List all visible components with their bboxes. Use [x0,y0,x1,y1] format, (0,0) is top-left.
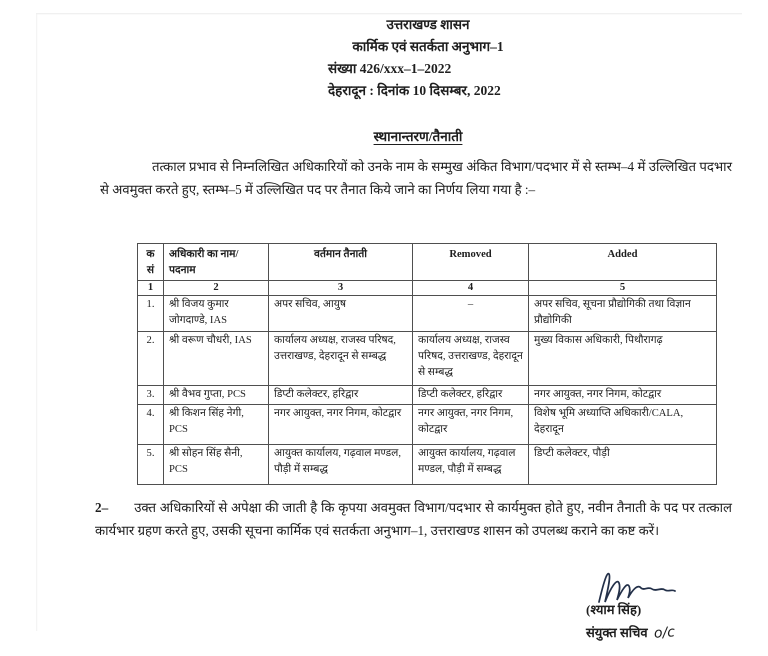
subject-line: स्थानान्तरण/तैनाती [373,129,463,144]
current-posting: आयुक्त कार्यालय, गढ़वाल मण्डल, पौड़ी में सम्बद्ध [269,444,413,484]
row-serial: 1. [138,295,164,331]
closing-text: उक्त अधिकारियों से अपेक्षा की जाती है कि कृपया अवमुक्त विभाग/पदभार से कार्यमुक्त होते हुए, नवीन तैनाती के पद पर तत्काल कार्यभार ग्रहण करते हुए, उसकी सूचना कार्मिक एवं सतर्कता अनुभाग–1, उत्तराखण्ड शासन को उपलब्ध कराने का कष्ट करें। [95,500,732,538]
row-serial: 4. [138,404,164,444]
removed-posting: कार्यालय अध्यक्ष, राजस्व परिषद, उत्तराखण्ड, देहरादून से सम्बद्ध [413,331,529,385]
officer-name: श्री सोहन सिंह सैनी, PCS [164,444,269,484]
signatory-designation: संयुक्त सचिव o/c [586,624,676,642]
added-posting: विशेष भूमि अध्याप्ति अधिकारी/CALA, देहरादून [529,404,717,444]
column-number: 3 [269,280,413,295]
officer-name: श्री किशन सिंह नेगी, PCS [164,404,269,444]
removed-posting: – [413,295,529,331]
column-number: 5 [529,280,717,295]
header-removed: Removed [413,244,529,281]
row-serial: 2. [138,331,164,385]
transfer-table [137,243,717,485]
current-posting: नगर आयुक्त, नगर निगम, कोटद्वार [269,404,413,444]
removed-posting: नगर आयुक्त, नगर निगम, कोटद्वार [413,404,529,444]
added-posting: मुख्य विकास अधिकारी, पिथौरागढ़ [529,331,717,385]
table-row [138,404,717,444]
added-posting: नगर आयुक्त, नगर निगम, कोटद्वार [529,385,717,404]
government-name: उत्तराखण्ड शासन [386,17,470,32]
removed-posting: डिप्टी कलेक्टर, हरिद्वार [413,385,529,404]
letterhead [328,14,528,102]
closing-paragraph [95,497,732,542]
table-header-row [138,244,717,281]
row-serial: 5. [138,444,164,484]
handwritten-signature [594,565,678,605]
page-edge-left [36,13,38,631]
officer-name: श्री वैभव गुप्ता, PCS [164,385,269,404]
current-posting: कार्यालय अध्यक्ष, राजस्व परिषद, उत्तराखण्ड, देहरादून से सम्बद्ध [269,331,413,385]
paragraph-number: 2– [95,500,109,515]
column-number: 4 [413,280,529,295]
header-added: Added [529,244,717,281]
removed-posting: आयुक्त कार्यालय, गढ़वाल मण्डल, पौड़ी में सम्बद्ध [413,444,529,484]
table-row [138,385,717,404]
added-posting: अपर सचिव, सूचना प्रौद्योगिकी तथा विज्ञान प्रौद्योगिकी [529,295,717,331]
column-number: 1 [138,280,164,295]
intro-paragraph: तत्काल प्रभाव से निम्नलिखित अधिकारियों को उनके नाम के सम्मुख अंकित विभाग/पदभार में से स्तम्भ–4 में उल्लिखित पदभार से अवमुक्त करते हुए, स्तम्भ–5 में उल्लिखित पद पर तैनात किये जाने का निर्णय लिया गया है :– [100,159,732,197]
table-row [138,295,717,331]
letter-number: संख्या 426/xxx–1–2022 [328,61,452,76]
place-and-date: देहरादून : दिनांक 10 दिसम्बर, 2022 [328,83,501,98]
signatory-name: (श्याम सिंह) [586,602,642,617]
added-posting: डिप्टी कलेक्टर, पौड़ी [529,444,717,484]
current-posting: डिप्टी कलेक्टर, हरिद्वार [269,385,413,404]
header-officer-name: अधिकारी का नाम/ पदनाम [164,244,269,281]
header-serial: क सं [138,244,164,281]
officer-name: श्री वरूण चौधरी, IAS [164,331,269,385]
row-serial: 3. [138,385,164,404]
header-current-posting: वर्तमान तैनाती [269,244,413,281]
column-number-row [138,280,717,295]
table-row [138,331,717,385]
handwritten-oc-note: o/c [653,624,676,642]
table-row [138,444,717,484]
current-posting: अपर सचिव, आयुष [269,295,413,331]
department-name: कार्मिक एवं सतर्कता अनुभाग–1 [352,39,504,54]
column-number: 2 [164,280,269,295]
officer-name: श्री विजय कुमार जोगदाण्डे, IAS [164,295,269,331]
